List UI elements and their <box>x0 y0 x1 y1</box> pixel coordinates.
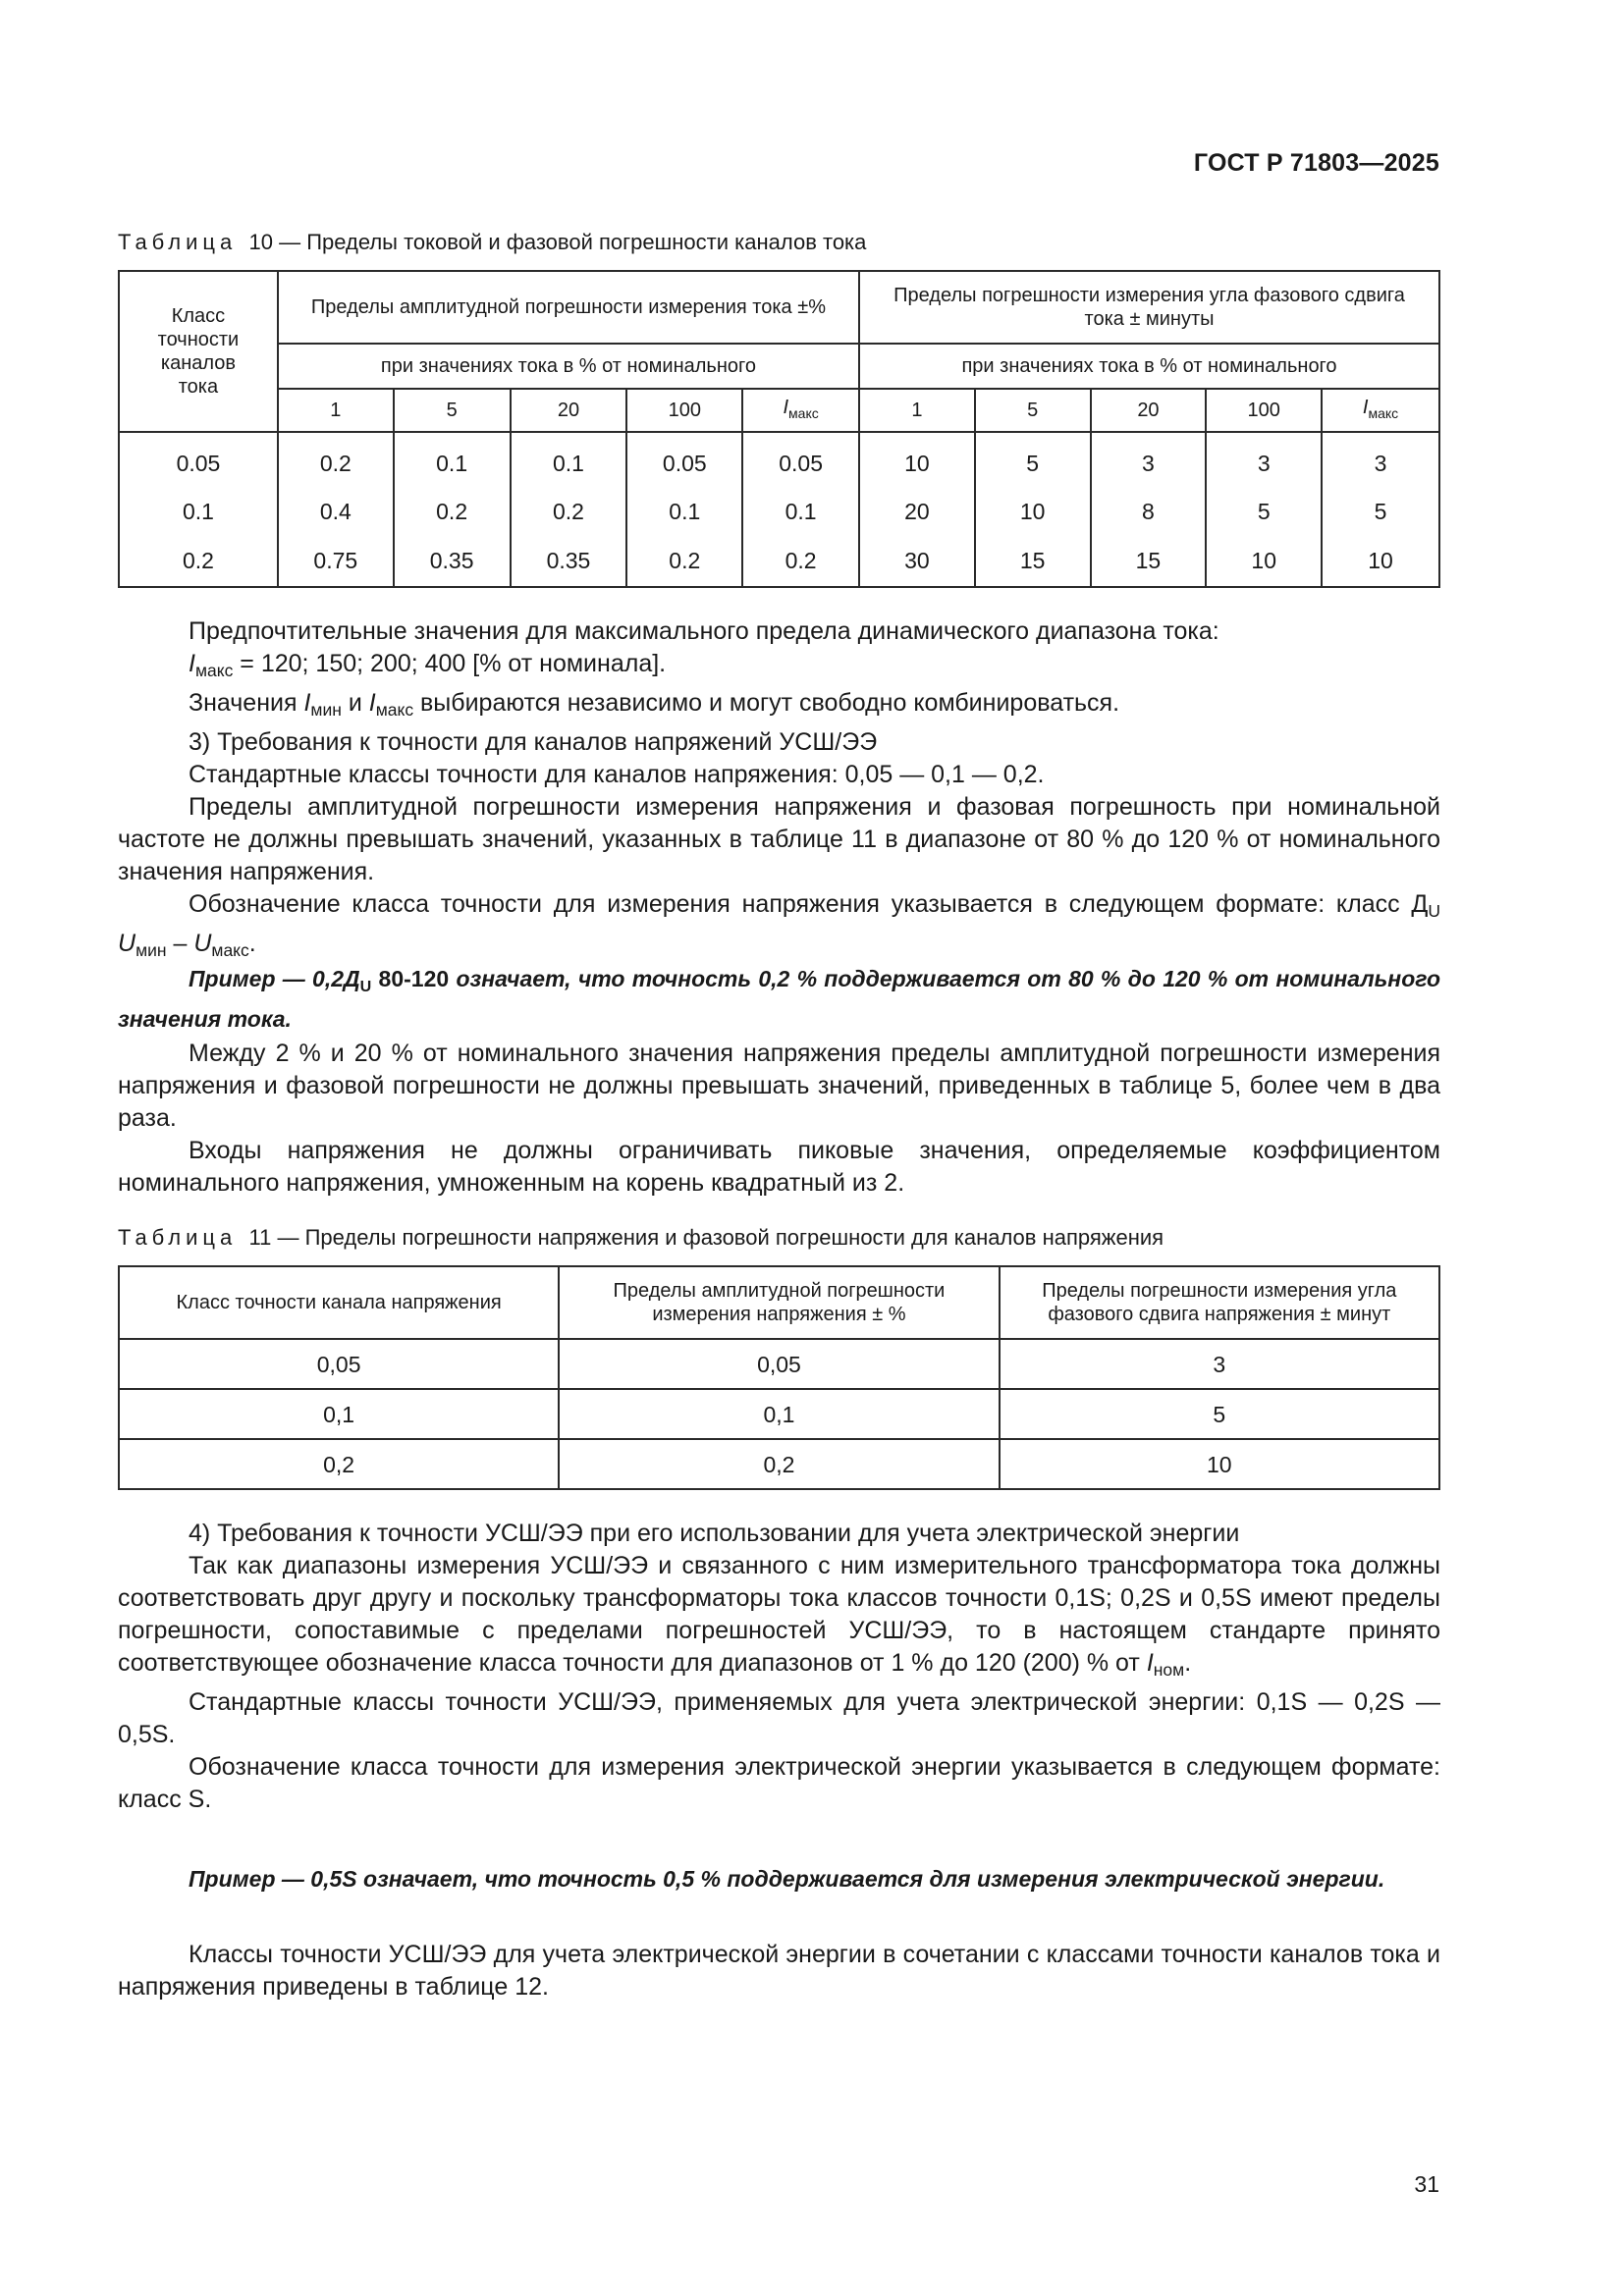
table-cell: 0.75 <box>278 535 394 587</box>
paragraph-text: выбираются независимо и могут свободно комбинироваться. <box>413 689 1120 717</box>
table10-imax-col <box>1322 389 1439 432</box>
paragraph: 4) Требования к точности УСШ/ЭЭ при его использовании для учета электрической энергии <box>189 1520 1240 1547</box>
table10-caption-text: 10 — Пределы токовой и фазовой погрешности каналов тока <box>248 230 867 254</box>
inom-subscript: ном <box>1153 1660 1185 1680</box>
table-cell: 0.1 <box>742 487 859 535</box>
paragraph <box>118 648 1440 687</box>
imax-subscript: макс <box>1368 405 1399 421</box>
table-cell: 3 <box>1322 432 1439 487</box>
table10-pct-col: 20 <box>511 389 627 432</box>
table10-subheader-phase: при значениях тока в % от номинального <box>859 344 1439 389</box>
example-paragraph <box>118 963 1440 1036</box>
example-2 <box>118 1863 1440 1896</box>
paragraph-text: Значения <box>189 689 304 717</box>
table-cell: 0.2 <box>278 432 394 487</box>
imax-subscript: макс <box>375 700 414 720</box>
imax-subscript: макс <box>194 661 234 680</box>
table10-header-amplitude: Пределы амплитудной погрешности измерения тока ±% <box>278 271 859 344</box>
subscript-u: U <box>1428 901 1440 921</box>
table11-caption <box>118 1225 1164 1251</box>
paragraph <box>118 687 1440 726</box>
table10-pct-col: 5 <box>975 389 1091 432</box>
table10-pct-col: 1 <box>278 389 394 432</box>
table10-header-class: Класс точности каналов тока <box>119 271 278 432</box>
table-row <box>119 535 1439 587</box>
table-cell: 5 <box>1000 1389 1439 1439</box>
paragraph-text: . <box>248 930 256 957</box>
paragraph: Стандартные классы точности УСШ/ЭЭ, применяемых для учета электрической энергии: 0,1S — 0,2S — 0,5S. <box>118 1688 1440 1748</box>
imax-letter: I <box>189 650 195 677</box>
paragraph: Пределы амплитудной погрешности измерения напряжения и фазовая погрешность при номинальной частоте не должны превышать значений, указанных в таблице 11 в диапазоне от 80 % до 120 % от номинального значения напряжения. <box>118 793 1440 885</box>
table-cell: 0,2 <box>119 1439 559 1489</box>
table10-caption-word: Таблица <box>118 230 238 254</box>
umax-subscript: макс <box>211 940 249 960</box>
table-cell: 0.2 <box>394 487 511 535</box>
paragraph: Между 2 % и 20 % от номинального значения напряжения пределы амплитудной погрешности измерения напряжения и фазовой погрешности не должны превышать значений, приведенных в таблице 5, более чем в два раза. <box>118 1040 1440 1132</box>
table11-header-phase: Пределы погрешности измерения угла фазового сдвига напряжения ± минут <box>1000 1266 1439 1339</box>
table-cell: 0,05 <box>559 1339 999 1389</box>
table-cell: 0.1 <box>394 432 511 487</box>
table10-subheader-amplitude: при значениях тока в % от номинального <box>278 344 859 389</box>
table-cell: 20 <box>859 487 975 535</box>
table-cell: 0,1 <box>559 1389 999 1439</box>
text-block-4 <box>118 1939 1440 2003</box>
table11-caption-text: 11 — Пределы погрешности напряжения и фазовой погрешности для каналов напряжения <box>248 1225 1164 1250</box>
table11-header-amplitude: Пределы амплитудной погрешности измерения напряжения ± % <box>559 1266 999 1339</box>
example-text: означает, что точность 0,5 % поддерживается для измерения электрической энергии. <box>356 1866 1385 1892</box>
table-cell: 3 <box>1000 1339 1439 1389</box>
example-value: 80-120 <box>371 966 450 991</box>
table-cell: 0.4 <box>278 487 394 535</box>
text-block-3 <box>118 1518 1440 1816</box>
paragraph-text: = 120; 150; 200; 400 [% от номинала]. <box>233 650 667 677</box>
table10-imax-col <box>742 389 859 432</box>
paragraph: Классы точности УСШ/ЭЭ для учета электрической энергии в сочетании с классами точности каналов тока и напряжения приведены в таблице 12. <box>118 1941 1440 2001</box>
table-cell: 0.05 <box>119 432 278 487</box>
table10-pct-col: 1 <box>859 389 975 432</box>
imax-letter: I <box>1362 397 1369 418</box>
imax-letter: I <box>368 689 376 717</box>
table-cell: 0.2 <box>119 535 278 587</box>
table-cell: 0.05 <box>742 432 859 487</box>
umin-letter: U <box>118 930 136 957</box>
table-cell: 5 <box>975 432 1091 487</box>
table11-header-class: Класс точности канала напряжения <box>119 1266 559 1339</box>
table-row <box>119 1439 1439 1489</box>
table-cell: 0.1 <box>626 487 742 535</box>
paragraph: 3) Требования к точности для каналов напряжений УСШ/ЭЭ <box>189 728 878 756</box>
example-paragraph <box>118 1863 1440 1896</box>
table-cell: 10 <box>1206 535 1322 587</box>
example-lead: Пример — 0,5S <box>189 1866 357 1892</box>
table-cell: 30 <box>859 535 975 587</box>
table10-pct-col: 100 <box>626 389 742 432</box>
example-text: означает, что точность 0,2 % поддерживается от 80 % до 120 % от номинального значения тока. <box>118 966 1440 1032</box>
table-cell: 3 <box>1091 432 1207 487</box>
inom-letter: I <box>1146 1649 1154 1677</box>
table-row <box>119 1339 1439 1389</box>
table10 <box>118 270 1440 588</box>
umin-subscript: мин <box>135 940 167 960</box>
table10-header-phase: Пределы погрешности измерения угла фазового сдвига тока ± минуты <box>859 271 1439 344</box>
table-cell: 0.1 <box>511 432 627 487</box>
paragraph-text: – <box>166 930 194 957</box>
paragraph <box>118 1550 1440 1686</box>
table-cell: 0,2 <box>559 1439 999 1489</box>
example-1 <box>118 963 1440 1036</box>
text-block-2 <box>118 1038 1440 1200</box>
table-cell: 0,1 <box>119 1389 559 1439</box>
table-cell: 5 <box>1322 487 1439 535</box>
paragraph: Входы напряжения не должны ограничивать пиковые значения, определяемые коэффициентом номинального напряжения, умноженным на корень квадратный из 2. <box>118 1137 1440 1197</box>
table10-pct-col: 5 <box>394 389 511 432</box>
text-block-1 <box>118 615 1440 967</box>
subscript-u: U <box>359 978 372 995</box>
table-cell: 0,05 <box>119 1339 559 1389</box>
table-row <box>119 487 1439 535</box>
table-cell: 8 <box>1091 487 1207 535</box>
table10-pct-col: 100 <box>1206 389 1322 432</box>
table11-caption-word: Таблица <box>118 1225 238 1250</box>
paragraph-text: Так как диапазоны измерения УСШ/ЭЭ и связанного с ним измерительного трансформатора тока должны соответствовать друг другу и поскольку трансформаторы тока классов точности 0,1S; 0,2S и 0,5S имеют пределы погрешности, сопоставимые с пределами погрешностей УСШ/ЭЭ, то в настоящем стандарте принято соответствующее обозначение класса точности для диапазонов от 1 % до 120 (200) % от <box>118 1552 1440 1677</box>
paragraph-text: Обозначение класса точности для измерения напряжения указывается в следующем формате: класс Д <box>189 890 1429 918</box>
imax-letter: I <box>783 397 789 418</box>
table10-pct-col: 20 <box>1091 389 1207 432</box>
table-row <box>119 1389 1439 1439</box>
table-cell: 10 <box>1322 535 1439 587</box>
table-cell: 10 <box>1000 1439 1439 1489</box>
table-cell: 0.1 <box>119 487 278 535</box>
table-row <box>119 432 1439 487</box>
table10-caption <box>118 230 866 255</box>
imin-letter: I <box>303 689 311 717</box>
paragraph: Предпочтительные значения для максимального предела динамического диапазона тока: <box>189 617 1219 645</box>
standard-designation: ГОСТ Р 71803—2025 <box>1193 149 1439 177</box>
paragraph: Обозначение класса точности для измерения электрической энергии указывается в следующем формате: класс S. <box>118 1753 1440 1813</box>
imin-subscript: мин <box>310 700 342 720</box>
table-cell: 0.05 <box>626 432 742 487</box>
paragraph-text: и <box>341 689 369 717</box>
table-cell: 0.35 <box>394 535 511 587</box>
paragraph: Стандартные классы точности для каналов напряжения: 0,05 — 0,1 — 0,2. <box>189 761 1045 788</box>
page-number: 31 <box>1414 2171 1439 2197</box>
table-cell: 15 <box>975 535 1091 587</box>
table11 <box>118 1265 1440 1490</box>
table-cell: 5 <box>1206 487 1322 535</box>
paragraph <box>118 888 1440 967</box>
table-cell: 0.2 <box>626 535 742 587</box>
paragraph-text: . <box>1184 1649 1192 1677</box>
example-lead: Пример — 0,2Д <box>189 966 360 991</box>
table-cell: 0.2 <box>742 535 859 587</box>
table-cell: 3 <box>1206 432 1322 487</box>
umax-letter: U <box>193 930 212 957</box>
imax-subscript: макс <box>788 405 819 421</box>
table-cell: 10 <box>975 487 1091 535</box>
table-cell: 15 <box>1091 535 1207 587</box>
table-cell: 10 <box>859 432 975 487</box>
table-cell: 0.35 <box>511 535 627 587</box>
table-cell: 0.2 <box>511 487 627 535</box>
